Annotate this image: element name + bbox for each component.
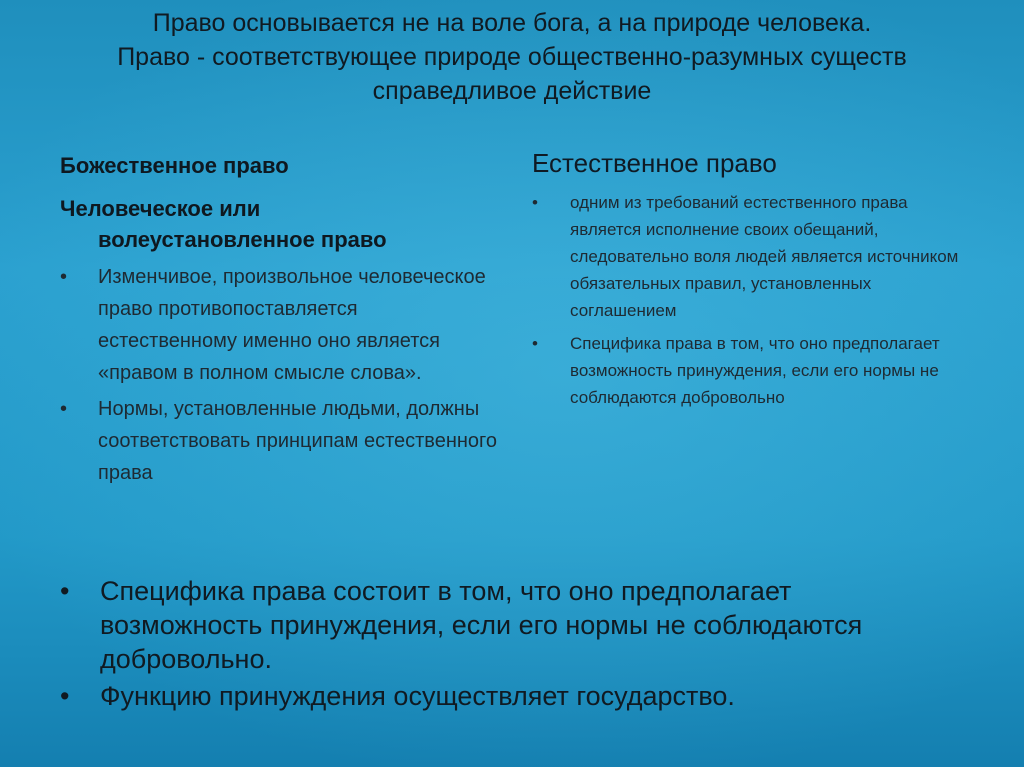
list-item (60, 393, 500, 489)
list-item-text: одним из требований естественного права является исполнение своих обещаний, следовательно воля людей является источником обязательных правил, установленных соглашением (570, 193, 959, 320)
bullet-icon: • (60, 681, 70, 711)
bullet-icon: • (60, 266, 68, 288)
slide-title (40, 6, 984, 108)
list-item-text: Нормы, установленные людьми, должны соответствовать принципам естественного права (98, 398, 498, 484)
list-item (60, 574, 960, 676)
divine-law-heading: Божественное право (60, 153, 289, 178)
title-line-2: Право - соответствующее природе общественно-разумных существ (117, 43, 907, 71)
bullet-icon: • (60, 576, 70, 606)
title-line-1: Право основывается не на воле бога, а на природе человека. (152, 9, 872, 37)
right-column (532, 145, 972, 411)
list-item-text: Изменчивое, произвольное человеческое право противопоставляется естественному именно оно является «правом в полном смысле слова». (98, 266, 486, 384)
list-item-text: Специфика права в том, что оно предполагает возможность принуждения, если его нормы не соблюдаются добровольно (570, 334, 940, 407)
list-item (532, 330, 972, 411)
list-item (532, 189, 972, 324)
bullet-icon: • (532, 193, 538, 212)
right-bullet-list (532, 189, 972, 411)
bottom-bullet-list (60, 574, 960, 713)
list-item (60, 261, 500, 389)
bottom-section (60, 574, 960, 713)
left-bullet-list (60, 261, 500, 489)
natural-law-heading: Естественное право (532, 148, 777, 178)
list-item (60, 679, 960, 713)
human-law-heading-line-2: волеустановленное право (98, 227, 387, 252)
list-item-text: Специфика права состоит в том, что оно предполагает возможность принуждения, если его нормы не соблюдаются добровольно. (100, 576, 863, 674)
title-line-3: справедливое действие (372, 77, 652, 105)
human-law-heading (60, 193, 500, 255)
left-column (60, 150, 500, 489)
bullet-icon: • (60, 398, 68, 420)
human-law-heading-line-1: Человеческое или (60, 196, 261, 221)
bullet-icon: • (532, 334, 538, 353)
list-item-text: Функцию принуждения осуществляет государство. (100, 681, 735, 711)
